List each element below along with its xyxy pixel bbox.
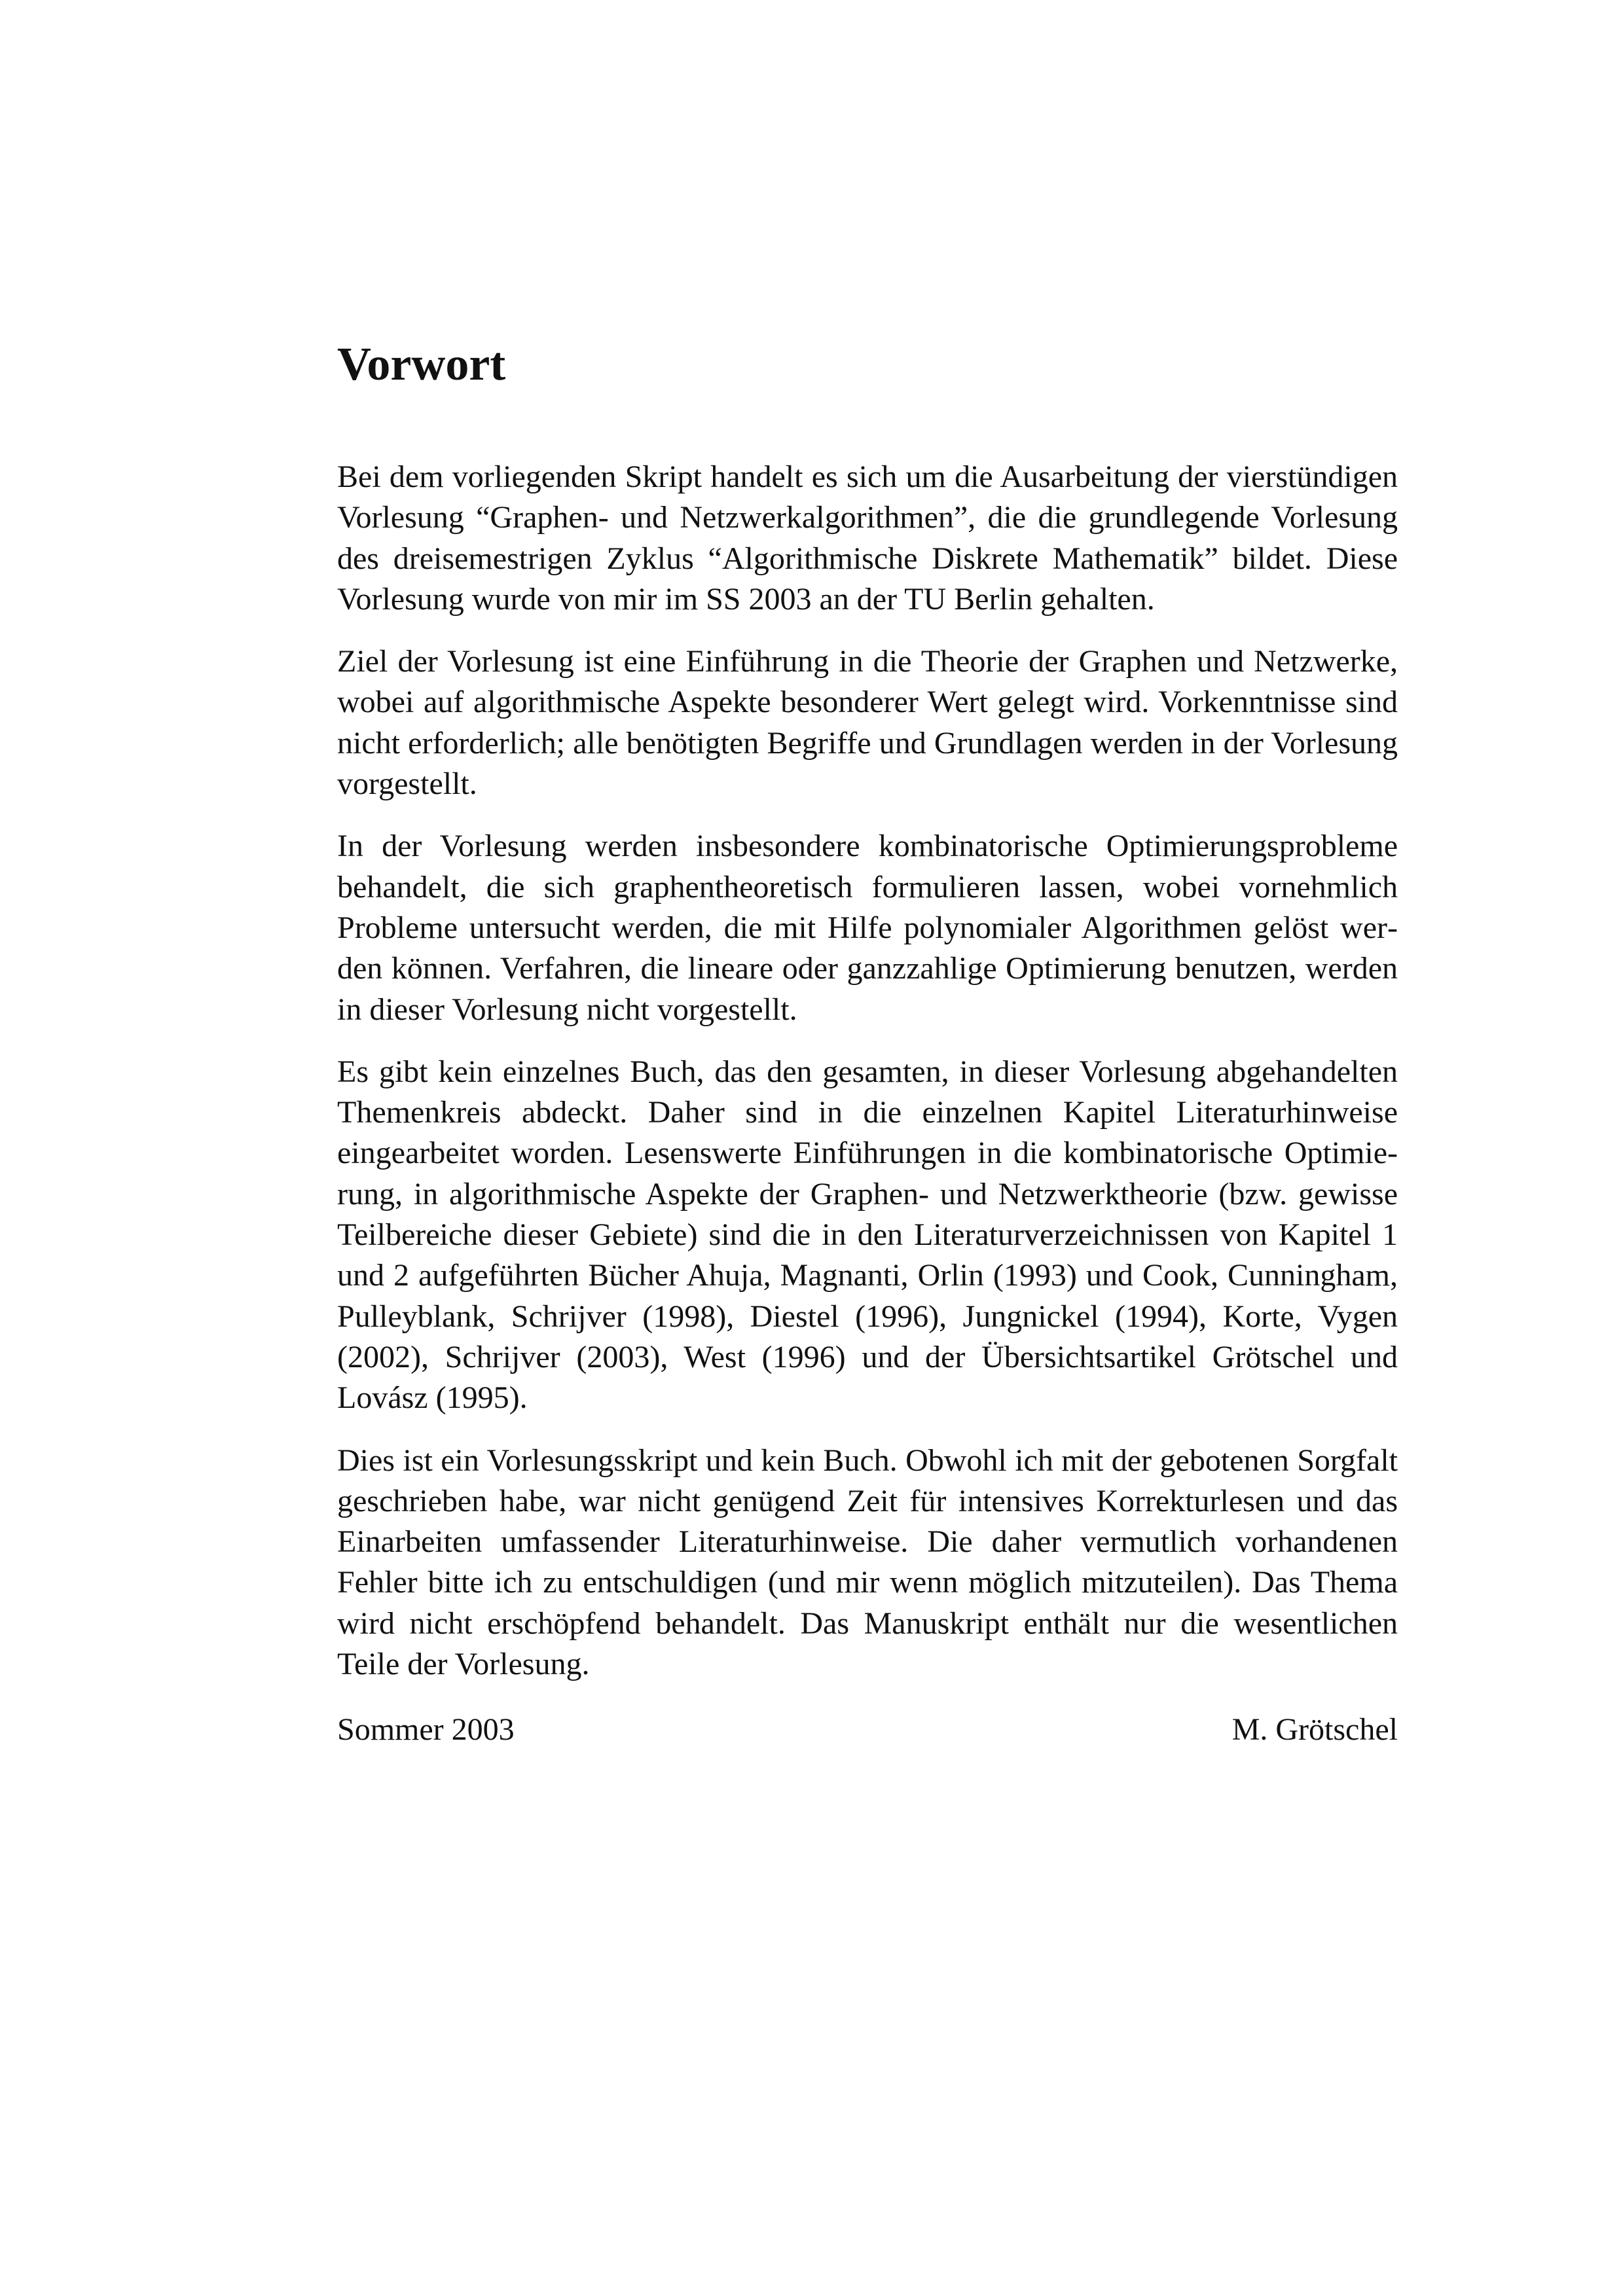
paragraph-topics: In der Vorlesung werden insbesondere kombinatorische Optimierungsprobleme behandelt, die sich graphentheoretisch formulieren lassen, wobei vornehmlich Probleme untersucht werden, die mit Hilfe polynomialer Algorithmen gelöst werden können. Verfahren, die lineare oder ganzzahlige Optimierung benutzen, werden in dieser Vorlesung nicht vorgestellt.: [337, 829, 1398, 1027]
paragraph-literature: Es gibt kein einzelnes Buch, das den gesamten, in dieser Vorlesung abgehandelten Themenkreis abdeckt. Daher sind in die einzelnen Kapitel Literaturhinweise eingearbeitet worden. Lesenswerte Einführungen in die kombinatorische Optimierung, in algorithmische Aspekte der Graphen- und Netzwerktheorie (bzw. gewisse Teilbereiche dieser Gebiete) sind die in den Literaturverzeichnissen von Kapitel 1 und 2 aufgeführten Bücher Ahuja, Magnanti, Orlin (1993) und Cook, Cunningham, Pulleyblank, Schrijver (1998), Diestel (1996), Jungnickel (1994), Korte, Vygen (2002), Schrijver (2003), West (1996) und der Übersichtsartikel Grötschel und Lovász (1995).: [337, 1054, 1398, 1416]
paragraph-goal: Ziel der Vorlesung ist eine Einführung in die Theorie der Graphen und Netzwerke, wobei auf algorithmische Aspekte besonderer Wert gelegt wird. Vorkenntnisse sind nicht erforderlich; alle benötigten Begriffe und Grundlagen werden in der Vorlesung vorgestellt.: [337, 644, 1398, 802]
paragraph-disclaimer: Dies ist ein Vorlesungsskript und kein Buch. Obwohl ich mit der gebotenen Sorgfalt geschrieben habe, war nicht genügend Zeit für intensives Korrekturlesen und das Einarbeiten umfassender Literaturhinweise. Die daher vermutlich vorhandenen Fehler bitte ich zu entschuldigen (und mir wenn möglich mitzuteilen). Das Thema wird nicht erschöpfend behandelt. Das Manuskript enthält nur die wesentlichen Teile der Vorlesung.: [337, 1443, 1398, 1682]
signature-line: [337, 1710, 1398, 1750]
body-text: [337, 457, 1398, 1706]
paragraph-intro: Bei dem vorliegenden Skript handelt es sich um die Ausarbeitung der vierstündigen Vorlesung “Graphen- und Netzwerkalgorithmen”, die die grundlegende Vorlesung des dreisemestrigen Zyklus “Algorithmische Diskrete Mathematik” bildet. Diese Vorlesung wurde von mir im SS 2003 an der TU Berlin gehalten.: [337, 459, 1398, 617]
section-heading: Vorwort: [337, 338, 506, 390]
signature-author: M. Grötschel: [1231, 1712, 1398, 1747]
signature-date: Sommer 2003: [337, 1712, 515, 1747]
